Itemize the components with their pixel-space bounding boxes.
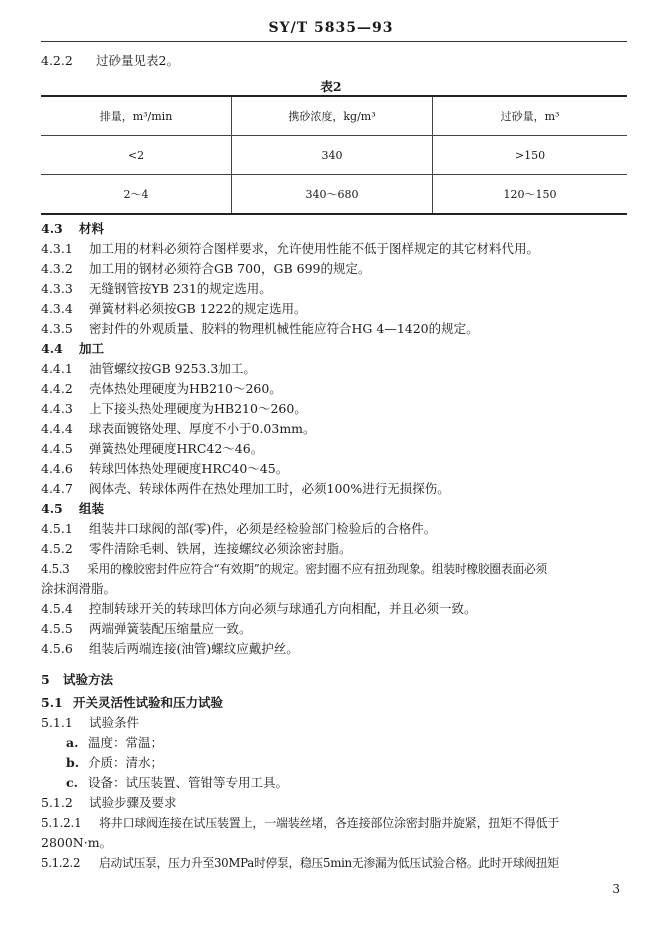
condition-label: c. [66,775,78,790]
clause-4-4-5 [41,441,263,457]
clause-text: 试验条件 [89,715,140,730]
clause-text: 采用的橡胶密封件应符合“有效期”的规定。密封圈不应有扭劲现象。组装时橡胶圈表面必须 [87,562,547,576]
table-caption: 表2 [320,79,342,94]
section-number: 4.5 [41,501,63,516]
condition-label: a. [66,735,79,750]
sand-table [41,95,627,215]
clause-4-2-2 [41,53,179,69]
clause-number: 4.5.6 [41,641,73,656]
clause-text: 组装后两端连接(油管)螺纹应戴护丝。 [89,641,299,656]
col-header-sand-volume: 过砂量，m³ [433,96,628,136]
clause-5-1-1 [41,715,139,731]
clause-text: 过砂量见表2。 [96,53,179,68]
clause-number: 4.5.5 [41,621,73,636]
clause-text: 加工用的钢材必须符合GB 700，GB 699的规定。 [89,261,371,276]
col-header-concentration: 携砂浓度，kg/m³ [232,96,433,136]
clause-text: 控制转球开关的转球凹体方向必须与球通孔方向相配，并且必须一致。 [89,601,477,616]
clause-text: 转球凹体热处理硬度HRC40～45。 [89,461,289,476]
section-number: 5.1 [41,695,63,710]
clause-4-3-5 [41,321,479,337]
clause-text: 将井口球阀连接在试压装置上，一端装丝堵，各连接部位涂密封脂并旋紧，扭矩不得低于 [99,816,560,830]
clause-4-5-6 [41,641,299,657]
clause-number: 4.5.1 [41,521,73,536]
clause-4-5-4 [41,601,477,617]
clause-4-3-4 [41,301,306,317]
clause-number: 4.4.6 [41,461,73,476]
clause-4-4-6 [41,461,288,477]
header-rule [41,41,627,42]
clause-text: 试验步骤及要求 [89,795,177,810]
section-number: 4.3 [41,221,63,236]
clause-5-1-2-1 [41,815,559,831]
table-cell: >150 [433,136,628,175]
clause-4-5-1 [41,521,436,537]
clause-text: 加工用的材料必须符合图样要求，允许使用性能不低于图样规定的其它材料代用。 [89,241,540,256]
clause-number: 4.4.5 [41,441,73,456]
clause-5-1-2 [41,795,177,811]
clause-5-1-2-1-continued: 2800N·m。 [41,835,113,850]
clause-number: 4.5.3 [41,562,70,576]
clause-number: 4.5.4 [41,601,73,616]
condition-c [66,775,288,791]
clause-number: 5.1.1 [41,715,73,730]
clause-text: 油管螺纹按GB 9253.3加工。 [89,361,256,376]
clause-text: 两端弹簧装配压缩量应一致。 [89,621,252,636]
section-title: 材料 [79,221,105,236]
section-4-4-title [41,341,104,357]
table-cell: 120～150 [433,175,628,215]
section-title: 组装 [79,501,105,516]
clause-text: 启动试压泵，压力升至30MPa时停泵，稳压5min无渗漏为低压试验合格。此时开球阀扭矩 [99,856,559,870]
clause-text: 弹簧材料必须按GB 1222的规定选用。 [89,301,307,316]
clause-number: 5.1.2 [41,795,73,810]
condition-text: 设备：试压装置、管钳等专用工具。 [88,775,289,790]
clause-text: 球表面镀铬处理、厚度不小于0.03mm。 [89,421,316,436]
table-cell: 2～4 [41,175,232,215]
clause-text: 弹簧热处理硬度HRC42～46。 [89,441,264,456]
clause-4-4-4 [41,421,316,437]
section-4-5-title [41,501,104,517]
clause-4-3-1 [41,241,539,257]
clause-5-1-2-2 [41,855,559,871]
page-number: 3 [612,882,620,896]
clause-number: 4.5.2 [41,541,73,556]
clause-4-3-2 [41,261,371,277]
clause-4-5-3-continued: 涂抹润滑脂。 [41,581,117,596]
clause-number: 4.4.2 [41,381,73,396]
section-title: 试验方法 [63,672,114,687]
clause-text: 无缝钢管按YB 231的规定选用。 [89,281,272,296]
table-row [41,175,627,215]
clause-text: 零件清除毛刺、铁屑，连接螺纹必须涂密封脂。 [89,541,352,556]
clause-4-5-5 [41,621,252,637]
col-header-displacement: 排量，m³/min [41,96,232,136]
clause-number: 4.4.7 [41,481,73,496]
clause-number: 4.4.1 [41,361,73,376]
section-4-3-title [41,221,104,237]
section-number: 4.4 [41,341,63,356]
clause-4-4-2 [41,381,282,397]
clause-number: 4.3.1 [41,241,73,256]
clause-number: 4.3.2 [41,261,73,276]
section-5-1-title [41,695,223,711]
clause-number: 4.3.4 [41,301,73,316]
condition-text: 介质：清水； [88,755,164,770]
clause-text: 密封件的外观质量、胶料的物理机械性能应符合HG 4—1420的规定。 [89,321,479,336]
clause-4-4-3 [41,401,307,417]
clause-text: 上下接头热处理硬度为HB210～260。 [89,401,307,416]
clause-number: 4.3.3 [41,281,73,296]
table-cell: <2 [41,136,232,175]
section-5-title [41,672,113,688]
clause-number: 4.2.2 [41,53,73,68]
table-cell: 340 [232,136,433,175]
section-number: 5 [41,672,50,687]
page-header: SY/T 5835—93 [268,20,394,36]
clause-4-5-2 [41,541,352,557]
condition-a [66,735,163,751]
clause-4-3-3 [41,281,272,297]
condition-label: b. [66,755,80,770]
clause-4-5-3 [41,561,547,577]
clause-number: 4.3.5 [41,321,73,336]
condition-text: 温度：常温； [88,735,164,750]
condition-b [66,755,163,771]
table-cell: 340～680 [232,175,433,215]
clause-4-4-7 [41,481,450,497]
clause-number: 5.1.2.1 [41,816,82,830]
clause-text: 阀体壳、转球体两件在热处理加工时，必须100%进行无损探伤。 [89,481,450,496]
clause-number: 5.1.2.2 [41,856,81,870]
section-title: 加工 [79,341,105,356]
clause-4-4-1 [41,361,256,377]
section-title: 开关灵活性试验和压力试验 [73,695,224,710]
table-header-row [41,96,627,136]
clause-text: 组装井口球阀的部(零)件，必须是经检验部门检验后的合格件。 [89,521,437,536]
table-row [41,136,627,175]
clause-text: 壳体热处理硬度为HB210～260。 [89,381,282,396]
clause-number: 4.4.4 [41,421,73,436]
clause-number: 4.4.3 [41,401,73,416]
